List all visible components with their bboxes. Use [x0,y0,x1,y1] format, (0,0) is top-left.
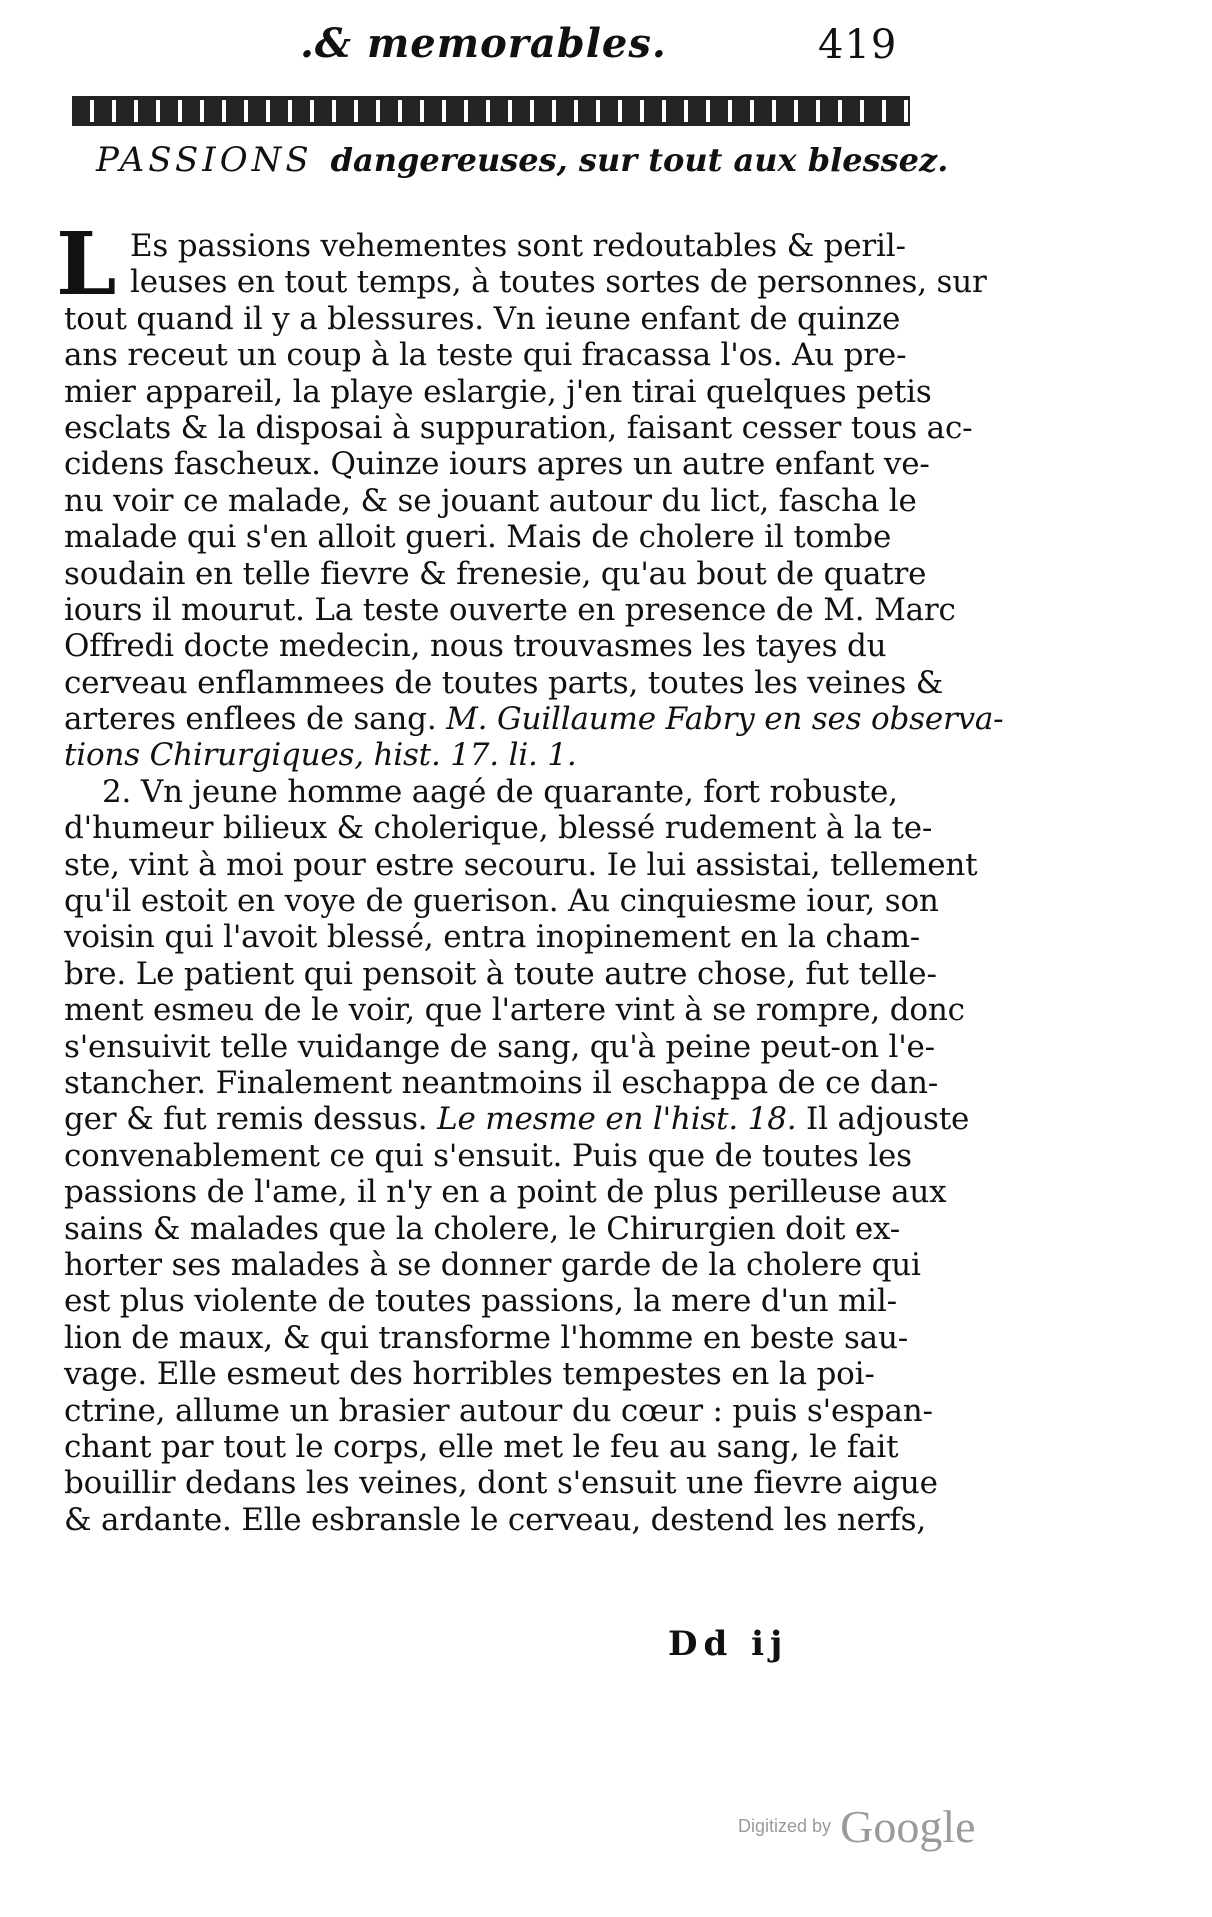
text-line: ste, vint à moi pour estre secouru. Ie lui assistai, tellement [64,846,978,883]
text-line: soudain en telle fievre & frenesie, qu'au bout de quatre [64,555,927,592]
text-line: tout quand il y a blessures. Vn ieune enfant de quinze [64,300,901,337]
line-text: ger & fut remis dessus. [64,1101,428,1138]
text-line: 2. Vn jeune homme aagé de quarante, fort robuste, [102,773,898,810]
citation: M. Guillaume Fabry en ses observa- [446,701,1004,738]
text-line: stancher. Finalement neantmoins il eschappa de ce dan- [64,1064,939,1101]
ornamental-band [72,96,910,126]
text-line: lion de maux, & qui transforme l'homme en beste sau- [64,1319,909,1356]
text-line: malade qui s'en alloit gueri. Mais de cholere il tombe [64,519,892,556]
text-line: ans receut un coup à la teste qui fracassa l'os. Au pre- [64,337,907,374]
watermark-logo: Google [840,1801,976,1852]
running-head [300,20,900,80]
text-line: qu'il estoit en voye de guerison. Au cinquiesme iour, son [64,883,939,920]
text-line: s'ensuivit telle vuidange de sang, qu'à peine peut-on l'e- [64,1028,935,1065]
text-line: bouillir dedans les veines, dont s'ensuit une fievre aigue [64,1465,938,1502]
line-text: Il adjouste [806,1101,970,1138]
text-line: est plus violente de toutes passions, la mere d'un mil- [64,1283,897,1320]
text-line: bre. Le patient qui pensoit à toute autre chose, fut telle- [64,955,937,992]
line-text: arteres enflees de sang. [64,701,437,738]
text-line: passions de l'ame, il n'y en a point de plus perilleuse aux [64,1174,947,1211]
watermark-prefix: Digitized by [738,1816,832,1836]
text-line: cidens fascheux. Quinze iours apres un autre enfant ve- [64,446,930,483]
text-line: Offredi docte medecin, nous trouvasmes les tayes du [64,628,887,665]
text-line: voisin qui l'avoit blessé, entra inopinement en la cham- [64,919,921,956]
text-line: cerveau enflammees de toutes parts, toutes les veines & [64,664,944,701]
text-line: d'humeur bilieux & cholerique, blessé rudement à la te- [64,810,933,847]
text-line: iours il mourut. La teste ouverte en presence de M. Marc [64,591,956,628]
text-line: convenablement ce qui s'ensuit. Puis que de toutes les [64,1137,912,1174]
heading-caps: PASSIONS [96,140,313,180]
text-line: Es passions vehementes sont redoutables & peril- [130,228,906,264]
drop-cap: L [56,214,117,315]
text-line: horter ses malades à se donner garde de la cholere qui [64,1246,921,1283]
page-number: 419 [818,22,898,68]
text-line: sains & malades que la cholere, le Chirurgien doit ex- [64,1210,901,1247]
text-line: vage. Elle esmeut des horribles tempestes en la poi- [64,1356,875,1393]
body-text [56,214,1004,1538]
heading-rest: dangereuses, sur tout aux blessez. [330,141,949,179]
text-line [64,1101,970,1138]
text-line: mier appareil, la playe eslargie, j'en tirai quelques petis [64,373,932,410]
text-line: leuses en tout temps, à toutes sortes de personnes, sur [130,264,987,301]
text-line: & ardante. Elle esbransle le cerveau, destend les nerfs, [64,1501,927,1538]
citation-line: tions Chirurgiques, hist. 17. li. 1. [64,737,577,774]
text-line: esclats & la disposai à suppuration, faisant cesser tous ac- [64,409,973,446]
text-line: nu voir ce malade, & se jouant autour du lict, fascha le [64,482,917,519]
digitized-watermark [738,1800,976,1860]
running-title: .& memorables. [300,20,667,67]
text-line: ctrine, allume un brasier autour du cœur : puis s'espan- [64,1392,933,1429]
text-line: ment esmeu de le voir, que l'artere vint à se rompre, donc [64,992,965,1029]
text-line: chant par tout le corps, elle met le feu au sang, le fait [64,1428,899,1465]
text-line [64,701,1004,738]
signature-mark: Dd ij [668,1624,789,1664]
citation: Le mesme en l'hist. 18. [437,1101,797,1138]
section-heading [96,140,949,192]
